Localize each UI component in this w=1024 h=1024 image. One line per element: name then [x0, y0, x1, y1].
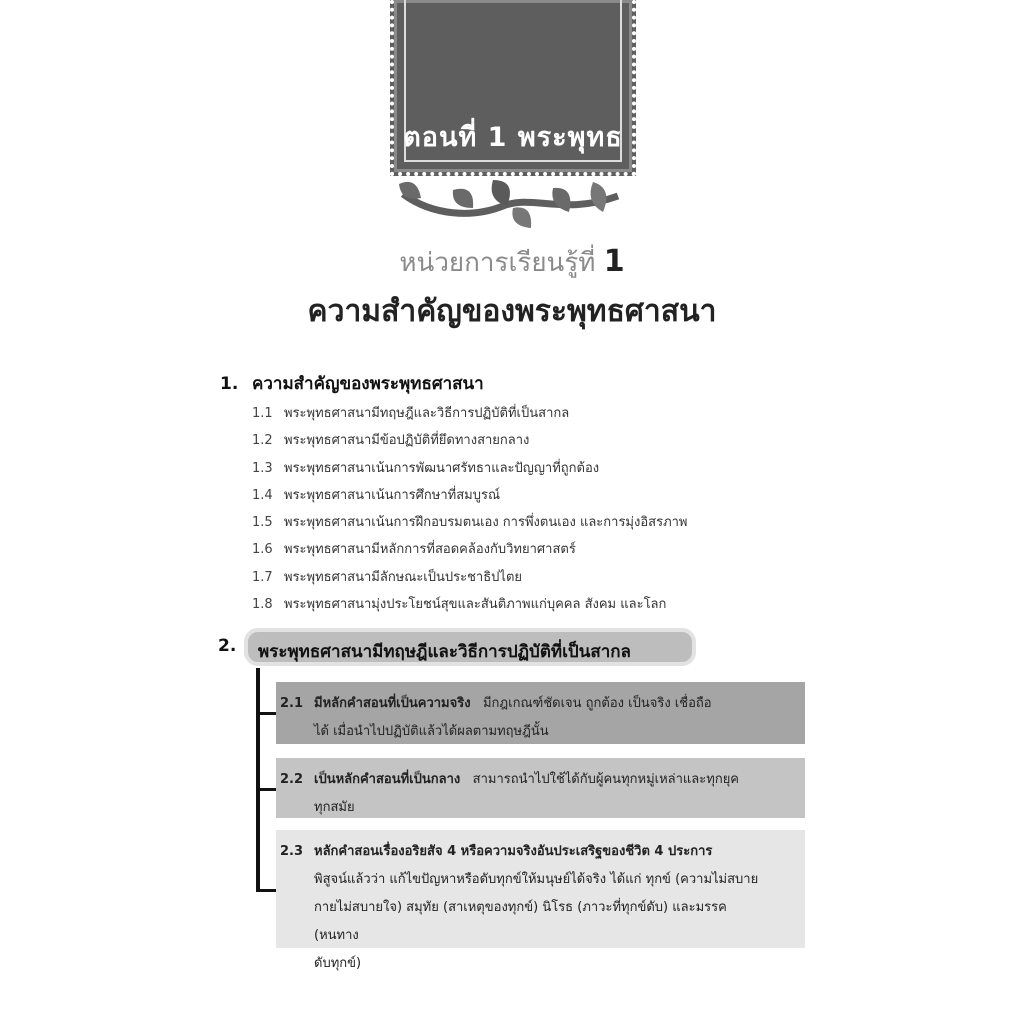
box-text-cont: ดับทุกข์): [314, 956, 362, 971]
item-number: 1.1: [252, 406, 273, 421]
bracket-tick: [256, 712, 276, 715]
item-number: 1.6: [252, 542, 273, 558]
box-number: 2.2: [280, 772, 304, 787]
box-bold-text: หลักคำสอนเรื่องอริยสัจ 4 หรือความจริงอันประเสริฐของชีวิต 4 ประการ: [314, 844, 713, 859]
item-text: พระพุทธศาสนาเน้นการฝึกอบรมตนเอง การพึ่งตนเอง และการมุ่งอิสรภาพ: [284, 515, 688, 531]
box-bold-text: มีหลักคำสอนที่เป็นความจริง: [314, 696, 471, 711]
unit-label: หน่วยการเรียนรู้ที่: [399, 248, 596, 278]
list-item: [252, 429, 688, 456]
item-number: 1.2: [252, 433, 273, 449]
item-text: พระพุทธศาสนามีหลักการที่สอดคล้องกับวิทยาศาสตร์: [284, 542, 576, 558]
box-text: มีกฎเกณฑ์ชัดเจน ถูกต้อง เป็นจริง เชื่อถือ: [482, 696, 712, 711]
section2-number: 2.: [218, 636, 237, 656]
list-item: [252, 593, 688, 620]
list-item: [252, 457, 688, 484]
bracket-line: [256, 668, 260, 892]
box-text-cont: พิสูจน์แล้วว่า แก้ไขปัญหาหรือดับทุกข์ให้มนุษย์ได้จริง ได้แก่ ทุกข์ (ความไม่สบาย: [314, 872, 759, 887]
item-number: 1.3: [252, 460, 273, 476]
list-item: [252, 538, 688, 565]
box-number: 2.3: [280, 844, 304, 859]
chapter-stamp: [390, 0, 636, 176]
item-number: 1.8: [252, 597, 273, 613]
point-box-2-2: [276, 758, 805, 818]
section1-title: ความสำคัญของพระพุทธศาสนา: [252, 374, 484, 394]
point-box-2-3: [276, 830, 805, 971]
box-text-cont: ทุกสมัย: [314, 800, 355, 815]
box-text-cont: กายไม่สบายใจ) สมุทัย (สาเหตุของทุกข์) นิโรธ (ภาวะที่ทุกข์ดับ) และมรรค (หนทาง: [314, 900, 727, 943]
vine-decoration-icon: [393, 176, 623, 232]
point-box-2-1: [276, 682, 805, 744]
box-bold-text: เป็นหลักคำสอนที่เป็นกลาง: [314, 772, 461, 787]
box-number: 2.1: [280, 696, 304, 711]
item-text: พระพุทธศาสนามีลักษณะเป็นประชาธิปไตย: [284, 569, 523, 585]
item-number: 1.5: [252, 515, 273, 531]
page-title: ความสำคัญของพระพุทธศาสนา: [307, 294, 717, 329]
section2-heading: พระพุทธศาสนามีทฤษฎีและวิธีการปฏิบัติที่เป็นสากล: [244, 628, 696, 666]
list-item: [252, 566, 688, 593]
box-text-cont: ได้ เมื่อนำไปปฏิบัติแล้วได้ผลตามทฤษฎีนั้น: [314, 724, 549, 739]
list-item: [252, 402, 688, 429]
list-item: [252, 511, 688, 538]
item-text: พระพุทธศาสนามีข้อปฏิบัติที่ยึดทางสายกลาง: [284, 433, 530, 449]
item-text: พระพุทธศาสนาเน้นการศึกษาที่สมบูรณ์: [284, 487, 501, 503]
item-number: 1.4: [252, 487, 273, 503]
box-text: สามารถนำไปใช้ได้กับผู้คนทุกหมู่เหล่าและทุกยุค: [472, 772, 740, 787]
section1-list: [252, 402, 688, 620]
item-text: พระพุทธศาสนาเน้นการพัฒนาศรัทธาและปัญญาที่ถูกต้อง: [284, 460, 600, 476]
unit-heading: [0, 242, 1024, 283]
bracket-tick: [256, 889, 276, 892]
item-number: 1.7: [252, 569, 273, 585]
section1-heading: [220, 370, 484, 397]
section1-number: 1.: [220, 374, 239, 394]
bracket-tick: [256, 788, 276, 791]
chapter-label: ตอนที่ 1 พระพุทธ: [403, 122, 623, 153]
item-text: พระพุทธศาสนามุ่งประโยชน์สุขและสันติภาพแก่บุคคล สังคม และโลก: [284, 597, 667, 613]
item-text: พระพุทธศาสนามีทฤษฎีและวิธีการปฏิบัติที่เป็นสากล: [284, 406, 570, 421]
unit-number: 1: [603, 244, 625, 279]
list-item: [252, 484, 688, 511]
